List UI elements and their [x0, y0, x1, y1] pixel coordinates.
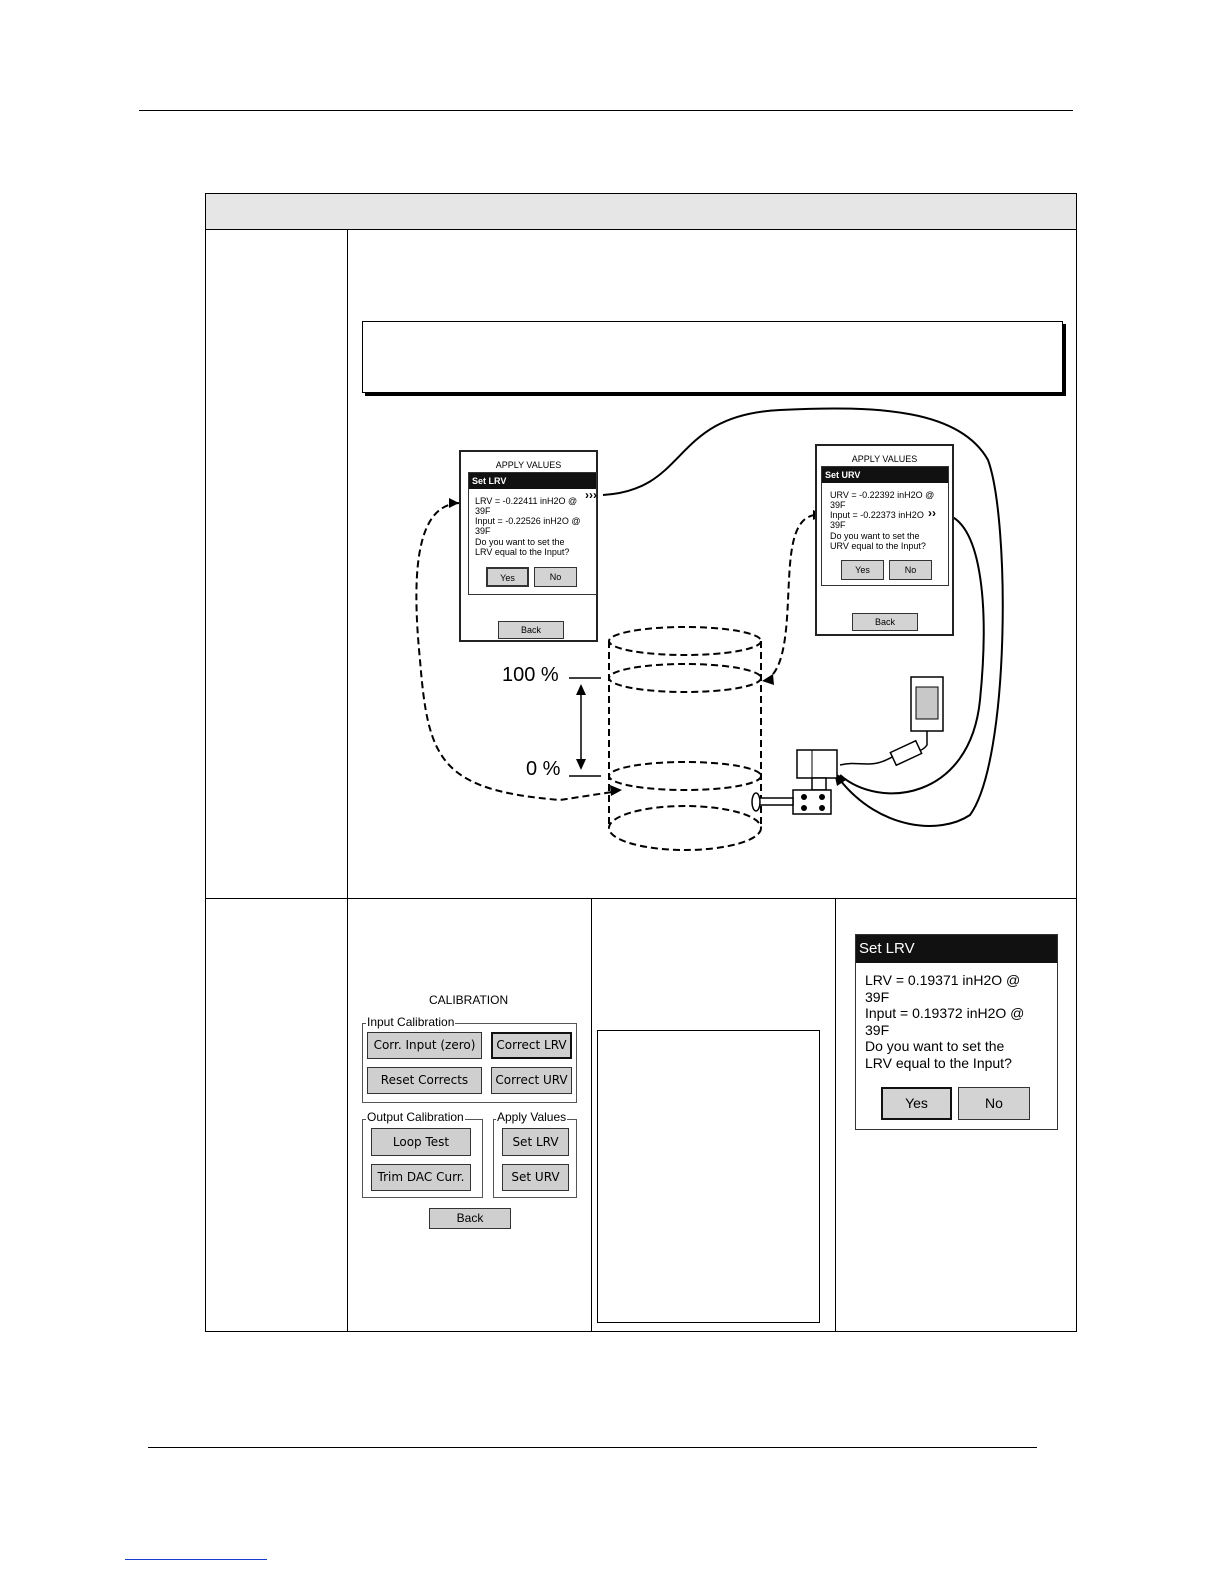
- lrv-dialog-bar: Set LRV: [469, 473, 596, 489]
- trim-dac-curr-button[interactable]: Trim DAC Curr.: [371, 1164, 471, 1191]
- set-lrv-line3: Input = 0.19372 inH2O @: [865, 1005, 1025, 1021]
- set-lrv-button[interactable]: Set LRV: [502, 1128, 569, 1156]
- urv-device-screen: [815, 444, 954, 636]
- urv-screen-title: APPLY VALUES: [851, 454, 918, 464]
- urv-line2: 39F: [830, 500, 846, 510]
- set-lrv-line6: LRV equal to the Input?: [865, 1054, 1012, 1071]
- urv-chevron-icon: ››: [928, 506, 936, 520]
- set-lrv-dialog-bar: Set LRV: [856, 935, 1057, 963]
- set-urv-button[interactable]: Set URV: [502, 1164, 569, 1191]
- urv-dialog: [821, 466, 949, 586]
- label-0-percent: 0 %: [526, 758, 561, 780]
- lrv-line2: 39F: [475, 506, 491, 516]
- lrv-line1: LRV = -0.22411 inH2O @: [475, 496, 578, 506]
- urv-yes-button[interactable]: Yes: [841, 560, 884, 580]
- set-lrv-line4: 39F: [865, 1021, 890, 1038]
- lrv-line3: Input = -0.22526 inH2O @: [475, 516, 581, 526]
- urv-line1: URV = -0.22392 inH2O @: [830, 490, 935, 500]
- urv-line6: URV equal to the Input?: [830, 541, 926, 551]
- set-lrv-line2: 39F: [865, 988, 890, 1005]
- set-lrv-yes-button[interactable]: Yes: [881, 1087, 952, 1120]
- loop-test-button[interactable]: Loop Test: [371, 1128, 471, 1156]
- span-double-arrow: [576, 684, 586, 770]
- correct-lrv-button[interactable]: Correct LRV: [491, 1032, 572, 1059]
- correct-urv-button[interactable]: Correct URV: [491, 1067, 572, 1094]
- urv-line5: Do you want to set the: [830, 531, 920, 541]
- lrv-line6: LRV equal to the Input?: [475, 547, 570, 557]
- input-calibration-label: Input Calibration: [367, 1015, 455, 1029]
- lrv-line4: 39F: [475, 526, 491, 536]
- lrv-dialog: [468, 472, 597, 595]
- lrv-yes-button[interactable]: Yes: [486, 567, 529, 587]
- pressure-transmitter-icon: [752, 750, 837, 814]
- urv-line4: 39F: [830, 520, 846, 530]
- urv-dashed-link: [768, 515, 815, 679]
- set-lrv-dialog-text: [865, 972, 1024, 1071]
- urv-dialog-bar: Set URV: [822, 467, 948, 483]
- output-calibration-label: Output Calibration: [367, 1110, 464, 1124]
- calibration-back-button[interactable]: Back: [429, 1208, 511, 1229]
- blank-screen-frame: [597, 1030, 820, 1323]
- lrv-back-button[interactable]: Back: [498, 621, 564, 639]
- set-lrv-line1: LRV = 0.19371 inH2O @: [865, 972, 1021, 988]
- lrv-device-screen: [459, 450, 598, 642]
- urv-no-button[interactable]: No: [889, 560, 932, 580]
- urv-line3: Input = -0.22373 inH2O: [830, 510, 924, 520]
- urv-back-button[interactable]: Back: [852, 613, 918, 631]
- set-lrv-dialog: [855, 934, 1058, 1130]
- set-lrv-line5: Do you want to set the: [865, 1038, 1005, 1054]
- reset-corrects-button[interactable]: Reset Corrects: [367, 1067, 482, 1094]
- set-lrv-no-button[interactable]: No: [958, 1087, 1030, 1120]
- corr-input-zero-button[interactable]: Corr. Input (zero): [367, 1032, 482, 1059]
- calibration-title: CALIBRATION: [429, 993, 509, 1007]
- apply-values-label: Apply Values: [497, 1110, 567, 1124]
- lrv-line5: Do you want to set the: [475, 537, 565, 547]
- lrv-no-button[interactable]: No: [534, 567, 577, 587]
- label-100-percent: 100 %: [502, 664, 559, 686]
- lrv-chevron-icon: ›››: [585, 488, 597, 502]
- handheld-communicator-icon: [840, 677, 943, 765]
- lrv-screen-title: APPLY VALUES: [495, 460, 562, 470]
- tank: [609, 627, 761, 850]
